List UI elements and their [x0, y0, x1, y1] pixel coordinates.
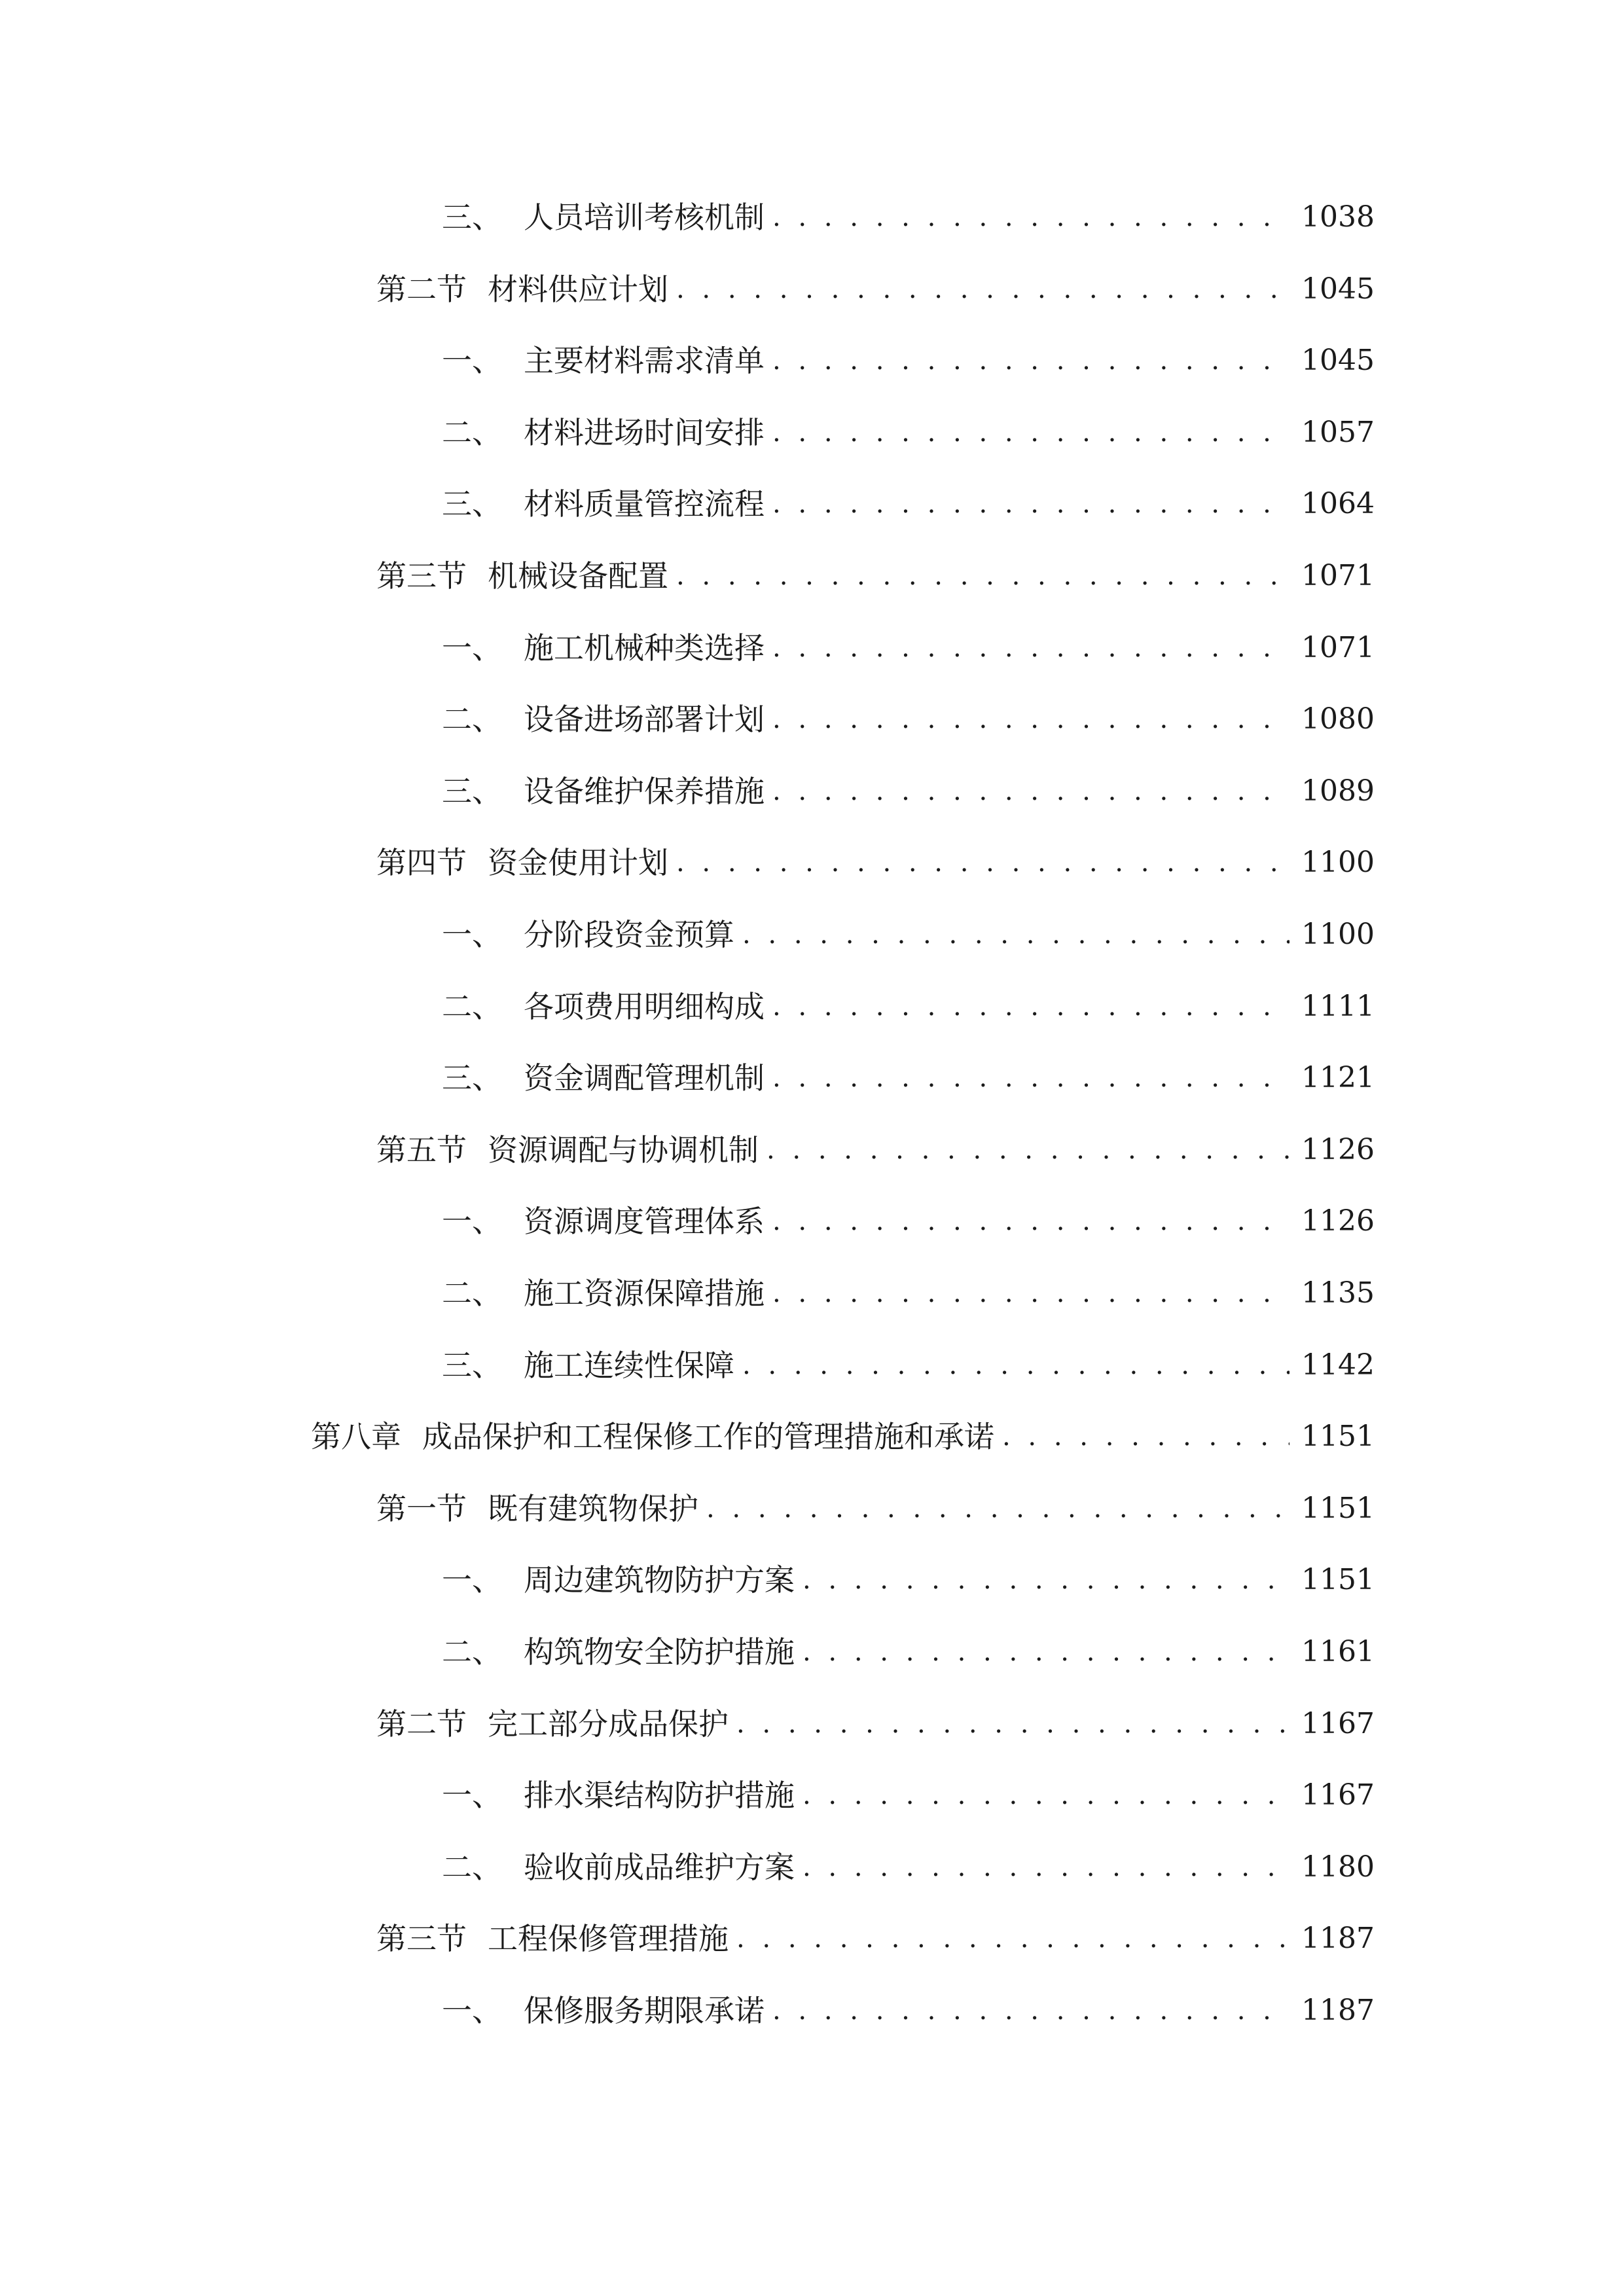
- toc-entry-title: 材料质量管控流程: [524, 486, 765, 522]
- toc-entry-number: 第一节: [376, 1491, 467, 1526]
- toc-entry[interactable]: [442, 478, 1375, 530]
- toc-page-number: 1080: [1301, 702, 1375, 736]
- toc-dot-leader: [772, 1267, 1290, 1319]
- toc-dot-leader: [803, 1769, 1290, 1821]
- toc-entry[interactable]: [442, 1626, 1375, 1678]
- toc-entry-label: [442, 1339, 734, 1391]
- toc-entry-label: [376, 1912, 729, 1965]
- toc-page-number: 1126: [1301, 1133, 1375, 1166]
- toc-page-number: 1038: [1301, 200, 1375, 234]
- toc-entry-number: 第五节: [376, 1132, 467, 1168]
- toc-dot-leader: [772, 1195, 1290, 1247]
- toc-dot-leader: [1002, 1410, 1290, 1463]
- toc-dot-leader: [742, 908, 1290, 961]
- toc-page-number: 1057: [1301, 416, 1375, 449]
- toc-entry[interactable]: [442, 622, 1375, 674]
- toc-page-number: 1111: [1301, 990, 1375, 1023]
- toc-entry-number: 三、: [442, 486, 502, 522]
- toc-entry-title: 施工资源保障措施: [524, 1276, 765, 1311]
- toc-entry[interactable]: [442, 334, 1375, 387]
- toc-entry-number: 三、: [442, 200, 502, 235]
- toc-dot-leader: [772, 478, 1290, 530]
- toc-entry-number: 一、: [442, 1562, 502, 1598]
- toc-entry-title: 排水渠结构防护措施: [524, 1778, 795, 1813]
- toc-entry-title: 人员培训考核机制: [524, 200, 765, 235]
- toc-dot-leader: [676, 550, 1290, 602]
- toc-dot-leader: [772, 1984, 1290, 2037]
- toc-entry-title: 工程保修管理措施: [488, 1921, 729, 1956]
- toc-entry-title: 资金调配管理机制: [524, 1060, 765, 1096]
- toc-entry-title: 完工部分成品保护: [488, 1706, 729, 1742]
- toc-entry-label: [442, 622, 765, 674]
- toc-entry-number: 二、: [442, 1850, 502, 1885]
- toc-entry-number: 第三节: [376, 1921, 467, 1956]
- toc-dot-leader: [676, 263, 1290, 315]
- toc-entry-title: 保修服务期限承诺: [524, 1993, 765, 2028]
- toc-page-number: 1121: [1301, 1061, 1375, 1094]
- toc-page-number: 1100: [1301, 918, 1375, 951]
- toc-entry[interactable]: [376, 550, 1375, 602]
- toc-entry-label: [376, 263, 668, 315]
- toc-entry[interactable]: [442, 1339, 1375, 1391]
- toc-dot-leader: [803, 1841, 1290, 1893]
- toc-page-number: 1151: [1301, 1563, 1375, 1596]
- toc-dot-leader: [736, 1698, 1290, 1750]
- toc-entry-title: 周边建筑物防护方案: [524, 1562, 795, 1598]
- toc-dot-leader: [803, 1554, 1290, 1606]
- toc-entry-label: [442, 478, 765, 530]
- toc-dot-leader: [772, 406, 1290, 459]
- toc-entry[interactable]: [442, 1267, 1375, 1319]
- toc-entry-title: 验收前成品维护方案: [524, 1850, 795, 1885]
- toc-entry-number: 一、: [442, 1778, 502, 1813]
- toc-entry-number: 二、: [442, 702, 502, 737]
- toc-entry-number: 第二节: [376, 1706, 467, 1742]
- toc-entry-label: [442, 765, 765, 817]
- toc-entry-label: [442, 1195, 765, 1247]
- toc-entry-label: [442, 908, 734, 961]
- toc-page-number: 1045: [1301, 272, 1375, 306]
- toc-entry[interactable]: [442, 406, 1375, 459]
- toc-dot-leader: [772, 191, 1290, 243]
- toc-entry-title: 材料供应计划: [488, 272, 668, 307]
- toc-entry-number: 一、: [442, 1993, 502, 2028]
- toc-entry-label: [376, 1124, 759, 1176]
- toc-entry-number: 一、: [442, 343, 502, 378]
- toc-entry[interactable]: [376, 1912, 1375, 1965]
- toc-entry-title: 构筑物安全防护措施: [524, 1634, 795, 1670]
- toc-entry-title: 机械设备配置: [488, 558, 668, 594]
- toc-page-number: 1064: [1301, 487, 1375, 520]
- toc-entry-title: 设备维护保养措施: [524, 774, 765, 809]
- toc-entry-title: 资源调配与协调机制: [488, 1132, 759, 1168]
- toc-entry-label: [442, 406, 765, 459]
- toc-entry-label: [376, 550, 668, 602]
- toc-dot-leader: [772, 693, 1290, 745]
- toc-dot-leader: [803, 1626, 1290, 1678]
- toc-entry[interactable]: [442, 1984, 1375, 2037]
- toc-entry-label: [376, 1698, 729, 1750]
- toc-dot-leader: [767, 1124, 1290, 1176]
- toc-entry-title: 主要材料需求清单: [524, 343, 765, 378]
- toc-entry[interactable]: [442, 980, 1375, 1033]
- toc-entry-number: 三、: [442, 1348, 502, 1383]
- toc-entry-title: 施工连续性保障: [524, 1348, 734, 1383]
- toc-entry-title: 既有建筑物保护: [488, 1491, 698, 1526]
- toc-page-number: 1151: [1301, 1492, 1375, 1525]
- toc-entry-number: 三、: [442, 774, 502, 809]
- toc-page-number: 1142: [1301, 1348, 1375, 1382]
- toc-entry-label: [442, 693, 765, 745]
- toc-entry[interactable]: [442, 1052, 1375, 1104]
- toc-dot-leader: [772, 765, 1290, 817]
- toc-entry-title: 施工机械种类选择: [524, 630, 765, 666]
- toc-page-number: 1187: [1301, 1922, 1375, 1955]
- toc-entry[interactable]: [376, 1698, 1375, 1750]
- toc-entry[interactable]: [442, 693, 1375, 745]
- toc-page-number: 1161: [1301, 1635, 1375, 1668]
- toc-entry-title: 资源调度管理体系: [524, 1204, 765, 1239]
- toc-entry-title: 资金使用计划: [488, 845, 668, 880]
- toc-entry[interactable]: [442, 908, 1375, 961]
- toc-page-number: 1071: [1301, 631, 1375, 664]
- toc-entry-label: [442, 1554, 795, 1606]
- toc-dot-leader: [772, 622, 1290, 674]
- toc-entry-number: 一、: [442, 1204, 502, 1239]
- toc-entry-number: 二、: [442, 1276, 502, 1311]
- toc-entry[interactable]: [442, 1195, 1375, 1247]
- toc-entry[interactable]: [376, 1482, 1375, 1535]
- toc-page-number: 1187: [1301, 1994, 1375, 2027]
- toc-entry-label: [442, 191, 765, 243]
- toc-entry[interactable]: [376, 1124, 1375, 1176]
- toc-dot-leader: [742, 1339, 1290, 1391]
- toc-dot-leader: [772, 980, 1290, 1033]
- toc-entry-label: [442, 1267, 765, 1319]
- toc-page-number: 1045: [1301, 344, 1375, 377]
- toc-entry-label: [442, 334, 765, 387]
- toc-entry-number: 二、: [442, 1634, 502, 1670]
- toc-dot-leader: [676, 836, 1290, 889]
- toc-page-number: 1180: [1301, 1850, 1375, 1884]
- toc-entry-label: [442, 1626, 795, 1678]
- toc-entry[interactable]: [442, 191, 1375, 243]
- toc-entry[interactable]: [376, 836, 1375, 889]
- toc-entry[interactable]: [442, 1554, 1375, 1606]
- toc-dot-leader: [772, 334, 1290, 387]
- toc-page-number: 1089: [1301, 774, 1375, 808]
- toc-entry-label: [442, 1769, 795, 1821]
- toc-entry-title: 各项费用明细构成: [524, 989, 765, 1024]
- toc-entry-number: 三、: [442, 1060, 502, 1096]
- toc-entry-number: 第二节: [376, 272, 467, 307]
- toc-entry[interactable]: [442, 1841, 1375, 1893]
- toc-entry-number: 第八章: [311, 1419, 401, 1454]
- toc-entry[interactable]: [442, 765, 1375, 817]
- toc-entry-number: 二、: [442, 415, 502, 450]
- toc-entry-title: 材料进场时间安排: [524, 415, 765, 450]
- toc-entry-label: [376, 836, 668, 889]
- toc-entry-number: 第三节: [376, 558, 467, 594]
- toc-entry-number: 一、: [442, 917, 502, 952]
- toc-entry-title: 分阶段资金预算: [524, 917, 734, 952]
- toc-entry-label: [376, 1482, 698, 1535]
- toc-page-number: 1126: [1301, 1204, 1375, 1238]
- toc-page-number: 1151: [1301, 1420, 1375, 1453]
- toc-page-number: 1135: [1301, 1276, 1375, 1310]
- toc-entry-title: 成品保护和工程保修工作的管理措施和承诺: [422, 1419, 994, 1454]
- toc-entry[interactable]: [376, 263, 1375, 315]
- toc-entry-label: [442, 1052, 765, 1104]
- toc-entry[interactable]: [311, 1410, 1375, 1463]
- toc-entry-number: 二、: [442, 989, 502, 1024]
- toc-entry[interactable]: [442, 1769, 1375, 1821]
- toc-page-number: 1100: [1301, 846, 1375, 879]
- toc-page-number: 1071: [1301, 559, 1375, 592]
- toc-entry-label: [442, 980, 765, 1033]
- toc-entry-label: [311, 1410, 994, 1463]
- toc-dot-leader: [772, 1052, 1290, 1104]
- toc-entry-number: 一、: [442, 630, 502, 666]
- toc-page-number: 1167: [1301, 1778, 1375, 1812]
- toc-entry-title: 设备进场部署计划: [524, 702, 765, 737]
- toc-entry-label: [442, 1984, 765, 2037]
- toc-dot-leader: [736, 1912, 1290, 1965]
- toc-entry-number: 第四节: [376, 845, 467, 880]
- toc-page-number: 1167: [1301, 1707, 1375, 1740]
- toc-entry-label: [442, 1841, 795, 1893]
- toc-dot-leader: [706, 1482, 1290, 1535]
